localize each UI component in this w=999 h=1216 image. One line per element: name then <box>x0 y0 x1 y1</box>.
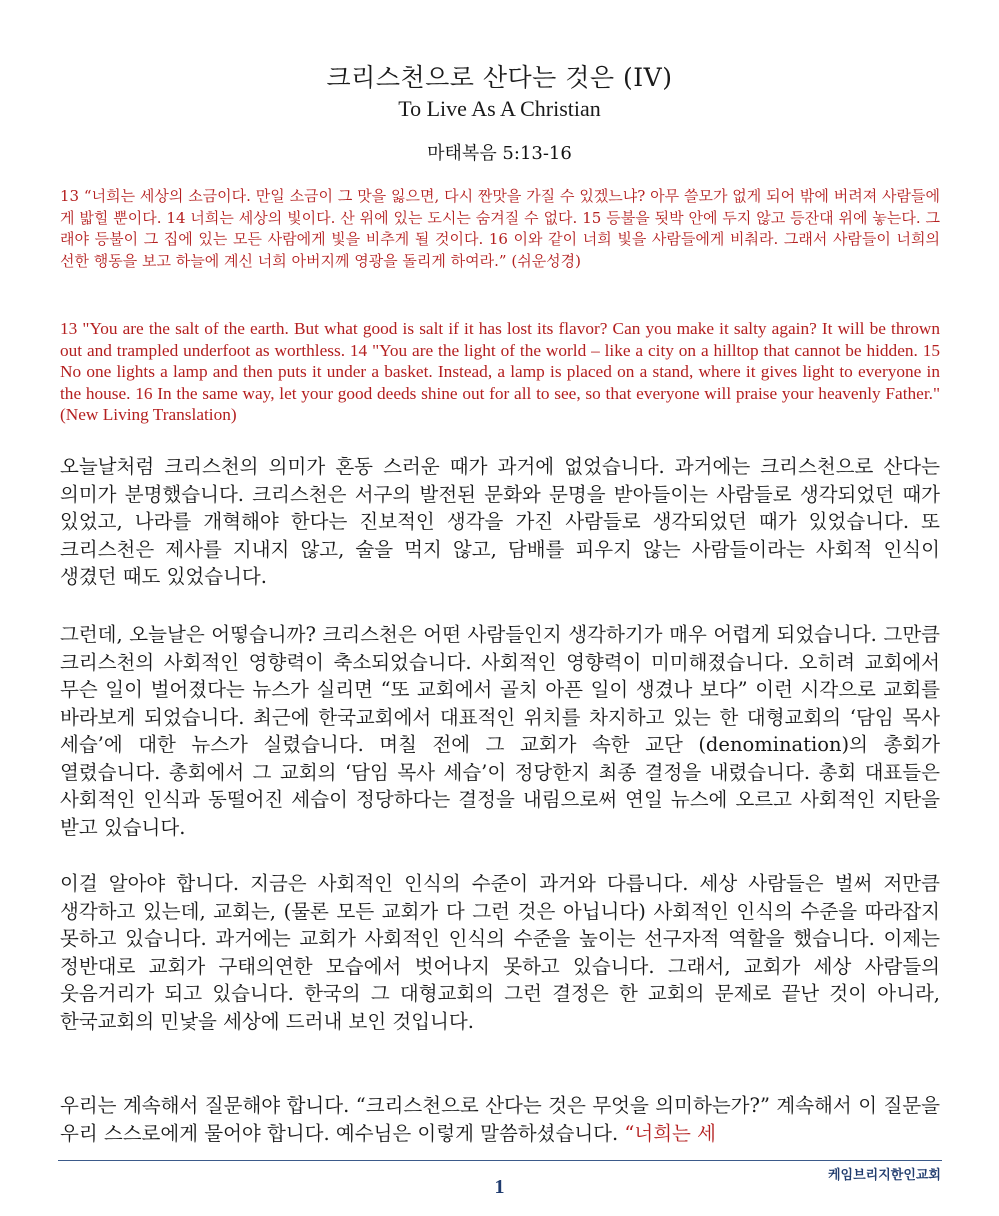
body-paragraph-4-quote: “너희는 세 <box>624 1121 716 1145</box>
body-paragraph-4-text: 우리는 계속해서 질문해야 합니다. “크리스천으로 산다는 것은 무엇을 의미하는가?” 계속해서 이 질문을 우리 스스로에게 물어야 합니다. 예수님은 이렇게 말씀하셨습니다. <box>60 1094 940 1145</box>
body-paragraph-2: 그런데, 오늘날은 어떻습니까? 크리스천은 어떤 사람들인지 생각하기가 매우 어렵게 되었습니다. 그만큼 크리스천의 사회적인 영향력이 축소되었습니다. 사회적인 영향력이 미미해졌습니다. 오히려 교회에서 무슨 일이 벌어졌다는 뉴스가 실리면 “또 교회에서 골치 아픈 일이 생겼나 보다” 이런 시각으로 교회를 바라보게 되었습니다. 최근에 한국교회에서 대표적인 위치를 차지하고 있는 한 대형교회의 ‘담임 목사 세습’에 대한 뉴스가 실렸습니다. 며칠 전에 그 교회가 속한 교단 (denomination)의 총회가 열렸습니다. 총회에서 그 교회의 ‘담임 목사 세습’이 정당한지 최종 결정을 내렸습니다. 총회 대표들은 사회적인 인식과 동떨어진 세습이 정당하다는 결정을 내림으로써 연일 뉴스에 오르고 사회적인 지탄을 받고 있습니다. <box>60 623 940 839</box>
body-paragraph-3: 이걸 알아야 합니다. 지금은 사회적인 인식의 수준이 과거와 다릅니다. 세상 사람들은 벌써 저만큼 생각하고 있는데, 교회는, (물론 모든 교회가 다 그런 것은 아닙니다) 사회적인 인식의 수준을 따라잡지 못하고 있습니다. 과거에는 교회가 사회적인 인식의 수준을 높이는 선구자적 역할을 했습니다. 이제는 정반대로 교회가 구태의연한 모습에서 벗어나지 못하고 있습니다. 그래서, 교회가 세상 사람들의 웃음거리가 되고 있습니다. 한국의 그 대형교회의 그런 결정은 한 교회의 문제로 끝난 것이 아니라, 한국교회의 민낯을 세상에 드러내 보인 것입니다. <box>60 872 940 1033</box>
page-number: 1 <box>494 1176 505 1198</box>
page-title: 크리스천으로 산다는 것은 (IV) <box>326 63 673 92</box>
scripture-english: 13 "You are the salt of the earth. But what good is salt if it has lost its flavor? Can you make it salty again? It will be thrown out and trampled underfoot as worthless. 14 "You are the light of the world – like a city on a hilltop that cannot be hidden. 15 No one lights a lamp and then puts it under a basket. Instead, a lamp is placed on a stand, where it gives light to everyone in the house. 16 In the same way, let your good deeds shine out for all to see, so that everyone will praise your heavenly Father." (New Living Translation) <box>60 319 940 424</box>
scripture-reference: 마태복음 5:13-16 <box>427 143 572 164</box>
scripture-korean: 13 “너희는 세상의 소금이다. 만일 소금이 그 맛을 잃으면, 다시 짠맛을 가질 수 있겠느냐? 아무 쓸모가 없게 되어 밖에 버려져 사람들에게 밟힐 뿐이다. 14 너희는 세상의 빛이다. 산 위에 있는 도시는 숨겨질 수 없다. 15 등불을 됫박 안에 두지 않고 등잔대 위에 놓는다. 그래야 등불이 그 집에 있는 모든 사람에게 빛을 비추게 될 것이다. 16 이와 같이 너희 빛을 사람들에게 비춰라. 그래서 사람들이 너희의 선한 행동을 보고 하늘에 계신 너희 아버지께 영광을 돌리게 하여라.” (쉬운성경) <box>60 187 940 270</box>
footer-divider <box>58 1160 942 1161</box>
body-paragraph-4 <box>60 1092 940 1147</box>
page-subtitle: To Live As A Christian <box>398 96 601 121</box>
body-paragraph-1: 오늘날처럼 크리스천의 의미가 혼동 스러운 때가 과거에 없었습니다. 과거에는 크리스천으로 산다는 의미가 분명했습니다. 크리스천은 서구의 발전된 문화와 문명을 받아들이는 사람들로 생각되었던 때가 있었고, 나라를 개혁해야 한다는 진보적인 생각을 가진 사람들로 생각되었던 때가 있었습니다. 또 크리스천은 제사를 지내지 않고, 술을 먹지 않고, 담배를 피우지 않는 사람들이라는 사회적 인식이 생겼던 때도 있었습니다. <box>60 455 940 588</box>
church-name: 케임브리지한인교회 <box>827 1168 941 1183</box>
